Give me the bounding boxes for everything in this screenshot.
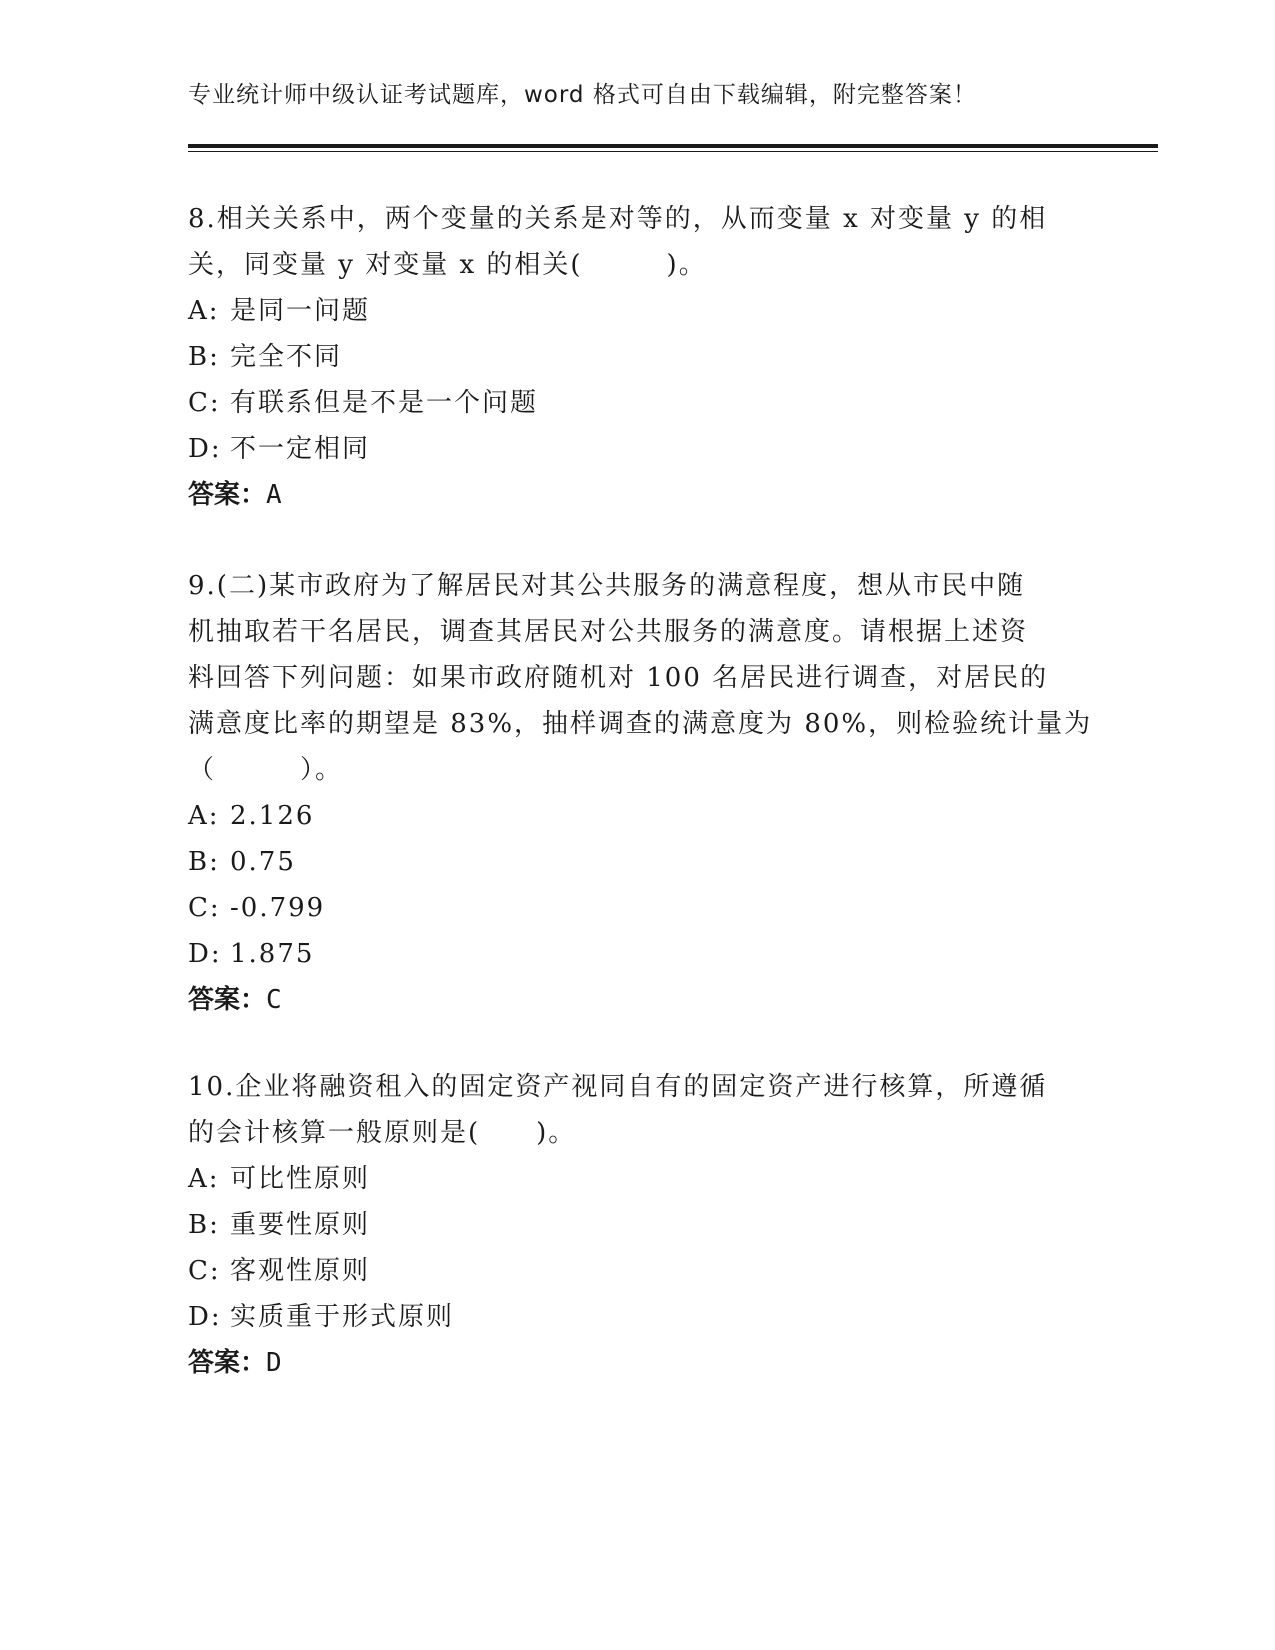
option-text: 可比性原则 [230,1164,371,1194]
option-b [188,334,1088,380]
option-a [188,1156,1088,1202]
option-letter: D: [188,1302,222,1332]
option-b [188,1202,1088,1248]
question-line: 10.企业将融资租入的固定资产视同自有的固定资产进行核算，所遵循 [188,1072,1048,1102]
option-letter: C: [188,893,221,923]
option-text: 有联系但是不是一个问题 [230,388,539,418]
option-letter: A: [188,801,220,831]
option-b [188,839,1088,885]
answer-label: 答案： [188,480,267,510]
answer-label: 答案： [188,985,267,1015]
question-10 [188,1064,1088,1386]
option-text: -0.799 [230,893,326,923]
option-a [188,793,1088,839]
option-a [188,288,1088,334]
option-text: 1.875 [230,939,315,969]
header-rule-thick [188,144,1158,148]
question-line: （ ）。 [188,755,344,785]
answer-value: D [266,1348,282,1378]
question-line: 机抽取若干名居民，调查其居民对公共服务的满意度。请根据上述资 [188,617,1029,647]
option-c [188,380,1088,426]
option-letter: D: [188,434,222,464]
answer-value: C [266,985,282,1015]
answer [188,472,1088,518]
option-letter: D: [188,939,222,969]
option-text: 0.75 [230,847,296,877]
option-text: 完全不同 [230,342,343,372]
option-letter: B: [188,847,220,877]
question-8 [188,196,1088,518]
question-line: 的会计核算一般原则是( )。 [188,1118,577,1148]
question-9 [188,563,1093,1023]
header-rule-thin [188,151,1158,152]
option-text: 不一定相同 [230,434,371,464]
option-d [188,426,1088,472]
option-c [188,1248,1088,1294]
option-d [188,1294,1088,1340]
answer-value: A [266,480,282,510]
header-text: 专业统计师中级认证考试题库，word 格式可自由下载编辑，附完整答案！ [188,82,977,108]
question-line: 满意度比率的期望是 83%，抽样调查的满意度为 80%，则检验统计量为 [188,709,1093,739]
answer [188,977,1088,1023]
option-text: 实质重于形式原则 [230,1302,455,1332]
question-line: 关，同变量 y 对变量 x 的相关( )。 [188,250,707,280]
option-letter: C: [188,388,221,418]
option-letter: C: [188,1256,221,1286]
option-text: 是同一问题 [230,296,371,326]
option-letter: A: [188,1164,220,1194]
option-text: 2.126 [230,801,315,831]
answer-label: 答案： [188,1348,267,1378]
question-line: 8.相关关系中，两个变量的关系是对等的，从而变量 x 对变量 y 的相 [188,204,1048,234]
question-line: 9.(二)某市政府为了解居民对其公共服务的满意程度，想从市民中随 [188,571,1026,601]
answer [188,1340,1088,1386]
option-letter: B: [188,1210,220,1240]
question-line: 料回答下列问题：如果市政府随机对 100 名居民进行调查，对居民的 [188,663,1049,693]
option-letter: B: [188,342,220,372]
option-d [188,931,1088,977]
option-letter: A: [188,296,220,326]
option-c [188,885,1088,931]
option-text: 重要性原则 [230,1210,371,1240]
option-text: 客观性原则 [230,1256,371,1286]
